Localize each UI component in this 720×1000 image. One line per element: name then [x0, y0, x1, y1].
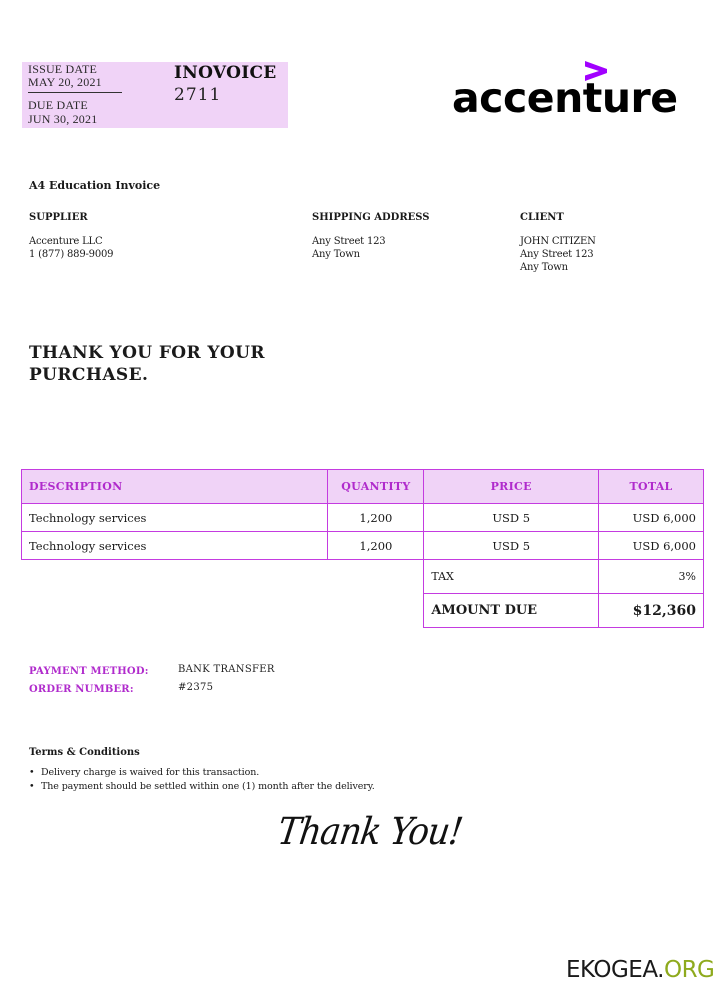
- column-header-quantity: QUANTITY: [328, 470, 424, 504]
- tax-value: 3%: [599, 560, 704, 594]
- supplier-heading: SUPPLIER: [29, 212, 88, 223]
- item-total: USD 6,000: [599, 532, 704, 560]
- item-quantity: 1,200: [328, 504, 424, 532]
- column-header-price: PRICE: [424, 470, 599, 504]
- supplier-line: Accenture LLC: [29, 236, 103, 247]
- due-date-label: DUE DATE: [28, 98, 88, 112]
- watermark-part-1: EKOGEA.: [566, 957, 664, 983]
- order-number-label: ORDER NUMBER:: [29, 684, 134, 695]
- payment-method-label: PAYMENT METHOD:: [29, 666, 149, 677]
- invoice-header-box: [22, 62, 288, 128]
- item-total: USD 6,000: [599, 504, 704, 532]
- site-watermark: [566, 957, 714, 983]
- shipping-line: Any Town: [312, 249, 360, 260]
- item-price: USD 5: [424, 504, 599, 532]
- amount-due-value: $12,360: [599, 594, 704, 628]
- terms-heading: Terms & Conditions: [29, 747, 140, 758]
- client-block: [520, 212, 596, 274]
- shipping-address-block: [312, 212, 430, 261]
- tax-label: TAX: [424, 560, 599, 594]
- shipping-heading: SHIPPING ADDRESS: [312, 212, 430, 223]
- issue-date: MAY 20, 2021: [28, 75, 102, 89]
- watermark-part-2: ORG: [663, 957, 715, 983]
- client-line: Any Street 123: [520, 249, 594, 260]
- terms-item: • Delivery charge is waived for this transaction.: [29, 766, 375, 780]
- client-line: Any Town: [520, 262, 568, 273]
- payment-method-value: BANK TRANSFER: [178, 664, 275, 675]
- amount-due-row: [22, 594, 704, 628]
- item-price: USD 5: [424, 532, 599, 560]
- table-row: [22, 532, 704, 560]
- table-row: [22, 504, 704, 532]
- header-divider: [28, 92, 122, 93]
- thank-you-signature: Thank You!: [274, 810, 465, 854]
- blank-cell: [22, 594, 424, 628]
- invoice-title: INOVOICE: [174, 63, 277, 83]
- document-title: A4 Education Invoice: [29, 179, 161, 192]
- column-header-total: TOTAL: [599, 470, 704, 504]
- amount-due-label: AMOUNT DUE: [424, 594, 599, 628]
- tax-row: [22, 560, 704, 594]
- supplier-block: [29, 212, 113, 261]
- item-description: Technology services: [22, 504, 328, 532]
- due-date: JUN 30, 2021: [28, 112, 98, 126]
- invoice-items-table: [21, 469, 704, 628]
- terms-list: [29, 766, 375, 794]
- invoice-number: 2711: [174, 85, 222, 105]
- company-logo: [452, 60, 684, 126]
- terms-item: • The payment should be settled within one (1) month after the delivery.: [29, 780, 375, 794]
- order-number-value: #2375: [178, 682, 214, 693]
- logo-wordmark: accenture: [452, 74, 678, 122]
- client-heading: CLIENT: [520, 212, 564, 223]
- blank-cell: [22, 560, 424, 594]
- supplier-line: 1 (877) 889-9009: [29, 249, 114, 260]
- shipping-line: Any Street 123: [312, 236, 386, 247]
- item-quantity: 1,200: [328, 532, 424, 560]
- table-header-row: [22, 470, 704, 504]
- issue-date-label: ISSUE DATE: [28, 62, 98, 76]
- item-description: Technology services: [22, 532, 328, 560]
- client-line: JOHN CITIZEN: [520, 236, 596, 247]
- thank-you-heading: THANK YOU FOR YOUR PURCHASE.: [29, 343, 265, 385]
- column-header-description: DESCRIPTION: [22, 470, 328, 504]
